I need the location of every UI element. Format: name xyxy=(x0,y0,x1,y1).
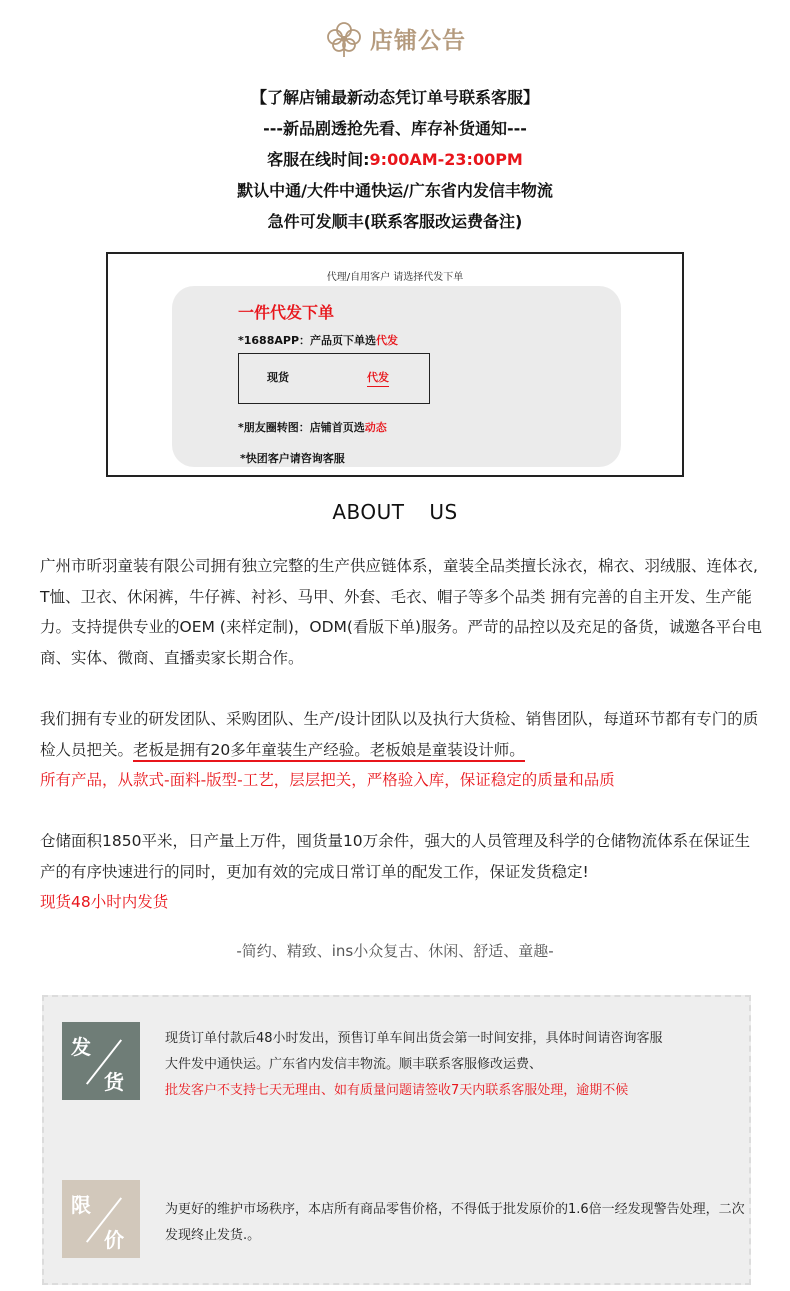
order-type-tabs xyxy=(238,353,430,404)
shipping-policy-line: 大件发中通快运。广东省内发信丰物流。顺丰联系客服修改运费、 xyxy=(165,1057,543,1072)
order-box-hint: 代理/自用客户 请选择代发下单 xyxy=(326,272,464,283)
notice-block xyxy=(0,86,790,241)
service-hours-time: 9:00AM-23:00PM xyxy=(369,150,523,169)
notice-line: 【了解店铺最新动态凭订单号联系客服】 xyxy=(250,88,539,107)
shipping-badge-char-2: 货 xyxy=(104,1070,124,1094)
price-badge-char-1: 限 xyxy=(71,1193,91,1217)
store-announcement-header xyxy=(0,14,790,62)
about-paragraph-warehouse xyxy=(40,826,765,918)
about-paragraph-team xyxy=(40,704,765,796)
founder-experience-text: 老板是拥有20多年童装生产经验。老板娘是童装设计师。 xyxy=(133,741,525,762)
shipping-policy-text xyxy=(165,1026,745,1104)
about-paragraph-company: 广州市昕羽童装有限公司拥有独立完整的生产供应链体系，童装全品类擅长泳衣，棉衣、羽绒服、连体衣, T恤、卫衣、休闲裤，牛仔裤、衬衫、马甲、外套、毛衣、帽子等多个品类 拥有完善的自主开发、生产能力。支持提供专业的OEM (来样定制)，ODM(看版下单)服务。严苛的品控以及充足的备货，诚邀各平台电商、实体、微商、直播卖家长期合作。 xyxy=(40,557,762,667)
team-text: 我们拥有专业的研发团队、采购团队、生产/设计团队以及执行大货检、销售团队，每道环节都有专门的质检人员把关。 xyxy=(40,710,759,759)
app-instruction-highlight: 代发 xyxy=(376,334,399,347)
notice-line: ---新品剧透抢先看、库存补货通知--- xyxy=(263,119,527,138)
price-policy-text: 为更好的维护市场秩序，本店所有商品零售价格，不得低于批发原价的1.6倍一经发现警告处理，二次发现终止发货.。 xyxy=(165,1202,745,1243)
tab-dropship[interactable]: 代发 xyxy=(367,369,389,387)
app-instruction xyxy=(238,332,398,348)
service-hours-label: 客服在线时间: xyxy=(267,150,370,169)
price-badge-char-2: 价 xyxy=(104,1228,124,1252)
wholesale-return-policy: 批发客户不支持七天无理由、如有质量问题请签收7天内联系客服处理，逾期不候 xyxy=(165,1083,629,1098)
notice-line: 急件可发顺丰(联系客服改运费备注) xyxy=(267,212,523,231)
quality-statement: 所有产品，从款式-面料-版型-工艺，层层把关，严格验入库，保证稳定的质量和品质 xyxy=(40,771,615,789)
shipping-badge xyxy=(62,1022,140,1100)
tab-stock[interactable]: 现货 xyxy=(267,371,289,384)
shipping-promise: 现货48小时内发货 xyxy=(40,893,169,911)
service-hours-line xyxy=(0,148,790,179)
warehouse-text: 仓储面积1850平米，日产量上万件，囤货量10万余件，强大的人员管理及科学的仓储物流体系在保证生产的有序快速进行的同时，更加有效的完成日常订单的配发工作，保证发货稳定! xyxy=(40,832,751,881)
about-us-heading: ABOUT US xyxy=(332,500,458,524)
price-limit-badge xyxy=(62,1180,140,1258)
page-title: 店铺公告 xyxy=(370,27,466,54)
notice-line: 默认中通/大件中通快运/广东省内发信丰物流 xyxy=(237,181,553,200)
dropship-panel xyxy=(172,286,621,467)
moments-instruction-highlight: 动态 xyxy=(364,421,387,434)
moments-instruction-text: *朋友圈转图：店铺首页选 xyxy=(238,421,365,434)
policy-section xyxy=(42,995,751,1285)
style-tagline: -简约、精致、ins小众复古、休闲、舒适、童趣- xyxy=(236,942,554,960)
dropship-order-box xyxy=(106,252,684,477)
app-instruction-text: *1688APP：产品页下单选 xyxy=(238,334,377,347)
shipping-badge-char-1: 发 xyxy=(71,1035,91,1059)
shipping-policy-line: 现货订单付款后48小时发出，预售订单车间出货会第一时间安排，具体时间请咨询客服 xyxy=(165,1031,663,1046)
dropship-title: 一件代发下单 xyxy=(238,303,335,322)
group-buy-instruction: *快团客户请咨询客服 xyxy=(240,452,345,465)
cotton-flower-icon xyxy=(324,18,364,58)
moments-instruction xyxy=(238,419,387,435)
